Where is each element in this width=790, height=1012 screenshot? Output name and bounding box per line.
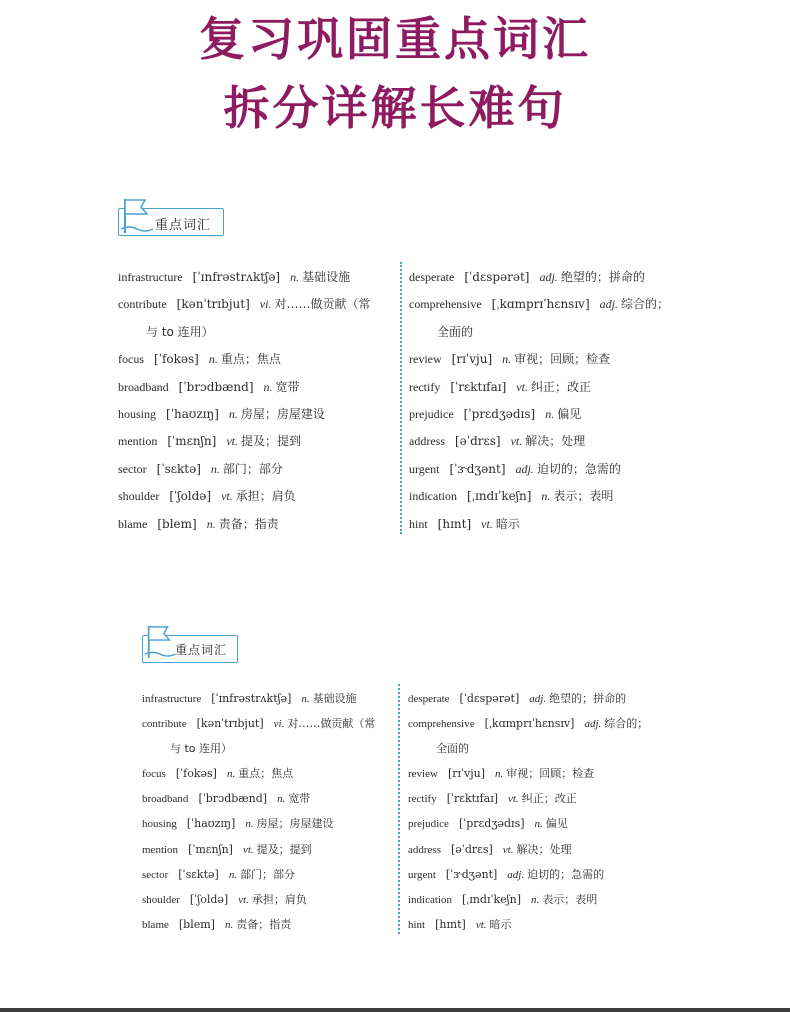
entry-word: comprehensive (408, 718, 475, 731)
entry-phonetic: [ˈsɛktə] (156, 461, 201, 476)
section-tag (142, 635, 238, 663)
entry-pos: vt. (481, 516, 493, 531)
vocab-entry (408, 811, 648, 836)
entry-pos: vt. (226, 434, 238, 449)
entry-pos: adj. (529, 693, 547, 705)
vocab-entry (142, 711, 375, 736)
entry-word: address (409, 434, 445, 449)
vocab-entry (142, 786, 375, 811)
entry-continuation: 与 to 连用） (146, 324, 214, 339)
entry-definition (516, 380, 591, 394)
entry-phonetic: [hɪnt] (435, 917, 466, 931)
entry-phonetic: [ˈɪnfrəstrʌktʃə] (211, 692, 292, 705)
entry-phonetic: [ˈdɛspərət] (464, 270, 530, 284)
vocab-entry (142, 887, 375, 912)
entry-meaning: 偏见 (557, 406, 582, 421)
vocab-entry (142, 811, 375, 836)
entry-phonetic: [rɪˈvju] (451, 352, 493, 367)
entry-phonetic: [ˈhaʊzɪŋ] (166, 406, 219, 421)
entry-word: mention (118, 434, 158, 449)
entry-pos: n. (301, 693, 310, 705)
entry-definition (495, 767, 594, 780)
entry-word: infrastructure (118, 270, 183, 284)
vocab-entry (118, 401, 370, 428)
entry-pos: vi. (259, 297, 272, 312)
entry-word: prejudice (408, 818, 449, 831)
entry-phonetic: [ˈmɛnʃn] (188, 842, 233, 856)
entry-definition (238, 893, 307, 906)
entry-pos: adj. (515, 461, 534, 476)
entry-meaning: 表示；表明 (553, 489, 614, 504)
vocab-entry (142, 912, 375, 937)
entry-pos: vt. (238, 893, 249, 906)
entry-definition (301, 692, 356, 705)
entry-phonetic: [ˈbrɔdbænd] (198, 792, 268, 806)
entry-word: hint (408, 918, 426, 931)
entry-definition (245, 817, 333, 830)
entry-phonetic: [ˈɪnfrəstrʌktʃə] (192, 270, 281, 284)
vocab-entry (118, 428, 370, 455)
entry-meaning: 综合的； (620, 297, 669, 312)
title-line-1: 复习巩固重点词汇 (199, 12, 591, 66)
entry-phonetic: [ˈʃoldə] (169, 489, 212, 504)
entry-definition (545, 407, 581, 421)
entry-pos: n. (290, 270, 300, 284)
vocab-entry (408, 736, 648, 761)
entry-continuation: 与 to 连用） (170, 742, 233, 756)
entry-meaning: 宽带 (288, 792, 311, 806)
entry-definition (481, 517, 520, 531)
entry-phonetic: [əˈdrɛs] (451, 842, 493, 856)
entry-word: focus (118, 352, 144, 367)
entry-meaning: 提及；提到 (256, 842, 312, 856)
entry-meaning: 房屋；房屋建设 (240, 406, 325, 421)
bottom-rule (0, 1008, 790, 1012)
entry-definition (535, 817, 568, 830)
section-tag (118, 208, 224, 236)
entry-meaning: 绝望的；拼命的 (560, 270, 645, 284)
entry-meaning: 偏见 (545, 817, 568, 831)
vocab-entry (409, 291, 669, 318)
entry-meaning: 表示；表明 (542, 892, 598, 906)
entry-word: focus (142, 768, 166, 781)
entry-pos: n. (224, 918, 234, 931)
column-divider (400, 262, 402, 534)
entry-pos: vt. (516, 379, 528, 394)
entry-word: shoulder (142, 893, 180, 906)
entry-definition (209, 352, 281, 366)
entry-definition (531, 893, 597, 906)
entry-phonetic: [ˌɪndɪˈkeʃn] (467, 489, 532, 504)
entry-meaning: 宽带 (275, 379, 300, 394)
vocab-entry (409, 264, 669, 291)
entry-phonetic: [ˈprɛdʒədɪs] (458, 817, 525, 831)
entry-word: sector (142, 868, 169, 881)
entry-pos: n. (210, 461, 220, 476)
entry-pos: n. (495, 768, 504, 781)
entry-meaning: 纠正；改正 (521, 792, 577, 806)
entry-definition (274, 717, 376, 730)
entry-word: rectify (408, 793, 437, 806)
entry-pos: n. (534, 818, 543, 831)
entry-definition (507, 868, 604, 881)
entry-meaning: 基础设施 (312, 692, 357, 705)
entry-meaning: 纠正；改正 (530, 379, 591, 394)
vocab-entry (409, 319, 669, 346)
entry-pos: vt. (221, 489, 233, 504)
entry-meaning: 重点；焦点 (220, 352, 281, 367)
vocab-entry (118, 346, 370, 373)
entry-word: blame (118, 516, 148, 531)
entry-definition (529, 692, 626, 705)
entry-phonetic: [ˈɝdʒənt] (449, 461, 506, 476)
entry-phonetic: [ˌɪndɪˈkeʃn] (462, 892, 522, 906)
column-divider (398, 684, 400, 934)
entry-word: blame (142, 918, 169, 931)
entry-pos: n. (531, 893, 540, 906)
entry-word: desperate (408, 693, 450, 705)
entry-phonetic: [ˈfokəs] (154, 352, 199, 367)
entry-meaning: 审视；回顾；检查 (506, 767, 595, 781)
vocab-entry (118, 483, 370, 510)
entry-phonetic: [ˌkɑmprɪˈhɛnsɪv] (484, 717, 575, 731)
entry-pos: n. (208, 352, 218, 367)
entry-meaning: 责备；指责 (218, 516, 279, 531)
entry-meaning: 部门；部分 (222, 461, 283, 476)
entry-word: housing (118, 406, 157, 421)
entry-phonetic: [ˈhaʊzɪŋ] (186, 817, 236, 831)
entry-word: sector (118, 461, 147, 476)
vocab-entry (408, 862, 648, 887)
entry-word: mention (142, 843, 179, 856)
entry-phonetic: [ˈprɛdʒədɪs] (463, 406, 536, 421)
entry-meaning: 综合的； (604, 717, 649, 731)
entry-definition (584, 717, 648, 730)
entry-meaning: 对……做贡献（常 (274, 297, 371, 312)
entry-word: comprehensive (409, 297, 482, 312)
flag-icon (121, 195, 155, 239)
entry-meaning: 责备；指责 (236, 917, 292, 931)
entry-word: indication (408, 893, 452, 906)
entry-pos: vt. (242, 843, 254, 856)
entry-definition (226, 434, 301, 448)
entry-pos: vt. (510, 434, 523, 449)
entry-word: prejudice (409, 406, 454, 421)
entry-phonetic: [hɪnt] (437, 516, 472, 531)
vocab-entry (408, 786, 648, 811)
entry-word: contribute (142, 718, 187, 731)
entry-word: desperate (409, 270, 455, 284)
entry-meaning: 部门；部分 (240, 867, 296, 881)
entry-word: review (409, 352, 442, 367)
vocab-entry (118, 291, 370, 318)
entry-definition (600, 297, 669, 311)
entry-meaning: 暗示 (495, 516, 520, 531)
vocab-entry (118, 264, 370, 291)
entry-phonetic: [əˈdrɛs] (455, 434, 501, 449)
entry-pos: vt. (502, 843, 514, 856)
entry-pos: n. (228, 406, 238, 421)
entry-definition (476, 918, 512, 931)
flag-icon (145, 622, 177, 664)
entry-meaning: 房屋；房屋建设 (256, 817, 334, 831)
title-line-2: 拆分详解长难句 (223, 81, 567, 135)
vocab-entry (409, 483, 669, 510)
entry-phonetic: [blem] (178, 917, 215, 931)
entry-meaning: 承担；肩负 (251, 892, 307, 906)
entry-phonetic: [ˈfokəs] (175, 767, 217, 781)
entry-definition (502, 352, 610, 366)
left-column (142, 686, 375, 937)
entry-meaning: 重点；焦点 (238, 767, 294, 781)
entry-definition (511, 434, 586, 448)
entry-definition (260, 297, 371, 311)
entry-pos: adj. (584, 718, 602, 731)
entry-phonetic: [ˈrɛktɪfaɪ] (446, 792, 499, 806)
entry-phonetic: [ˈmɛnʃn] (167, 434, 217, 449)
entry-pos: adj. (507, 868, 525, 881)
left-column (118, 264, 370, 538)
entry-phonetic: [ˈdɛspərət] (459, 692, 520, 705)
entry-pos: vt. (475, 918, 487, 931)
entry-meaning: 对……做贡献（常 (287, 717, 376, 731)
entry-definition (229, 868, 295, 881)
vocab-entry (142, 862, 375, 887)
entry-meaning: 绝望的；拼命的 (549, 692, 627, 705)
entry-phonetic: [ˌkɑmprɪˈhɛnsɪv] (491, 297, 590, 312)
entry-phonetic: [kənˈtrɪbjut] (196, 717, 264, 731)
vocab-entry (118, 374, 370, 401)
entry-definition (503, 843, 572, 856)
entry-definition (207, 517, 279, 531)
entry-word: hint (409, 516, 428, 531)
entry-word: broadband (142, 793, 189, 806)
right-column (409, 264, 669, 538)
entry-pos: adj. (539, 270, 558, 284)
entry-word: contribute (118, 297, 167, 312)
entry-word: review (408, 768, 438, 781)
entry-definition (211, 462, 283, 476)
entry-phonetic: [ˈrɛktɪfaɪ] (450, 379, 507, 394)
entry-definition (264, 380, 300, 394)
entry-pos: adj. (599, 297, 618, 312)
entry-word: rectify (409, 379, 441, 394)
entry-definition (290, 270, 350, 284)
vocab-entry (142, 686, 375, 711)
vocab-entry (409, 346, 669, 373)
entry-meaning: 提及；提到 (240, 434, 301, 449)
entry-continuation: 全面的 (437, 324, 474, 339)
entry-continuation: 全面的 (436, 742, 469, 756)
vocab-entry (142, 761, 375, 786)
entry-pos: n. (263, 379, 273, 394)
vocab-entry (409, 511, 669, 538)
entry-pos: n. (541, 489, 551, 504)
entry-pos: n. (206, 516, 216, 531)
entry-definition (277, 792, 310, 805)
entry-phonetic: [kənˈtrɪbjut] (176, 297, 250, 312)
entry-meaning: 迫切的；急需的 (527, 867, 605, 881)
vocab-entry (118, 456, 370, 483)
entry-phonetic: [blem] (157, 516, 197, 531)
entry-meaning: 解决；处理 (516, 842, 572, 856)
entry-pos: n. (545, 406, 555, 421)
entry-word: urgent (408, 868, 436, 881)
entry-pos: n. (228, 868, 238, 881)
entry-meaning: 迫切的；急需的 (536, 461, 621, 476)
entry-word: broadband (118, 379, 169, 394)
entry-pos: n. (226, 768, 236, 781)
entry-pos: n. (277, 793, 286, 806)
entry-definition (227, 767, 293, 780)
entry-pos: vt. (508, 793, 519, 806)
entry-phonetic: [rɪˈvju] (447, 767, 486, 781)
entry-definition (225, 918, 291, 931)
entry-definition (221, 489, 296, 503)
entry-definition (229, 407, 325, 421)
entry-pos: vi. (273, 718, 285, 731)
right-column (408, 686, 648, 937)
section-label: 重点词汇 (175, 643, 228, 657)
entry-word: housing (142, 818, 177, 831)
entry-phonetic: [ˈbrɔdbænd] (178, 379, 254, 394)
vocab-entry (118, 319, 370, 346)
entry-phonetic: [ˈɝdʒənt] (445, 867, 498, 881)
vocab-entry (409, 428, 669, 455)
entry-meaning: 审视；回顾；检查 (514, 352, 611, 367)
entry-definition (516, 462, 621, 476)
vocab-entry (408, 761, 648, 786)
entry-pos: n. (245, 818, 254, 831)
entry-word: indication (409, 489, 457, 504)
entry-meaning: 基础设施 (302, 270, 351, 284)
section-label: 重点词汇 (155, 218, 212, 233)
vocab-entry (408, 711, 648, 736)
entry-word: shoulder (118, 489, 160, 504)
vocab-entry (408, 912, 648, 937)
entry-pos: n. (502, 352, 512, 367)
entry-meaning: 承担；肩负 (235, 489, 296, 504)
entry-phonetic: [ˈʃoldə] (189, 892, 229, 906)
vocab-entry (408, 686, 648, 711)
vocab-entry (409, 456, 669, 483)
vocab-entry (142, 837, 375, 862)
vocab-entry (408, 837, 648, 862)
entry-phonetic: [ˈsɛktə] (178, 867, 219, 881)
entry-meaning: 解决；处理 (525, 434, 586, 449)
entry-definition (243, 843, 312, 856)
vocab-entry (118, 511, 370, 538)
entry-word: address (408, 843, 441, 856)
vocab-entry (409, 401, 669, 428)
vocab-entry (142, 736, 375, 761)
entry-definition (508, 792, 577, 805)
entry-definition (541, 489, 613, 503)
vocab-entry (408, 887, 648, 912)
entry-word: urgent (409, 461, 440, 476)
entry-definition (539, 270, 644, 284)
vocab-entry (409, 374, 669, 401)
entry-meaning: 暗示 (489, 917, 512, 931)
entry-word: infrastructure (142, 693, 202, 705)
